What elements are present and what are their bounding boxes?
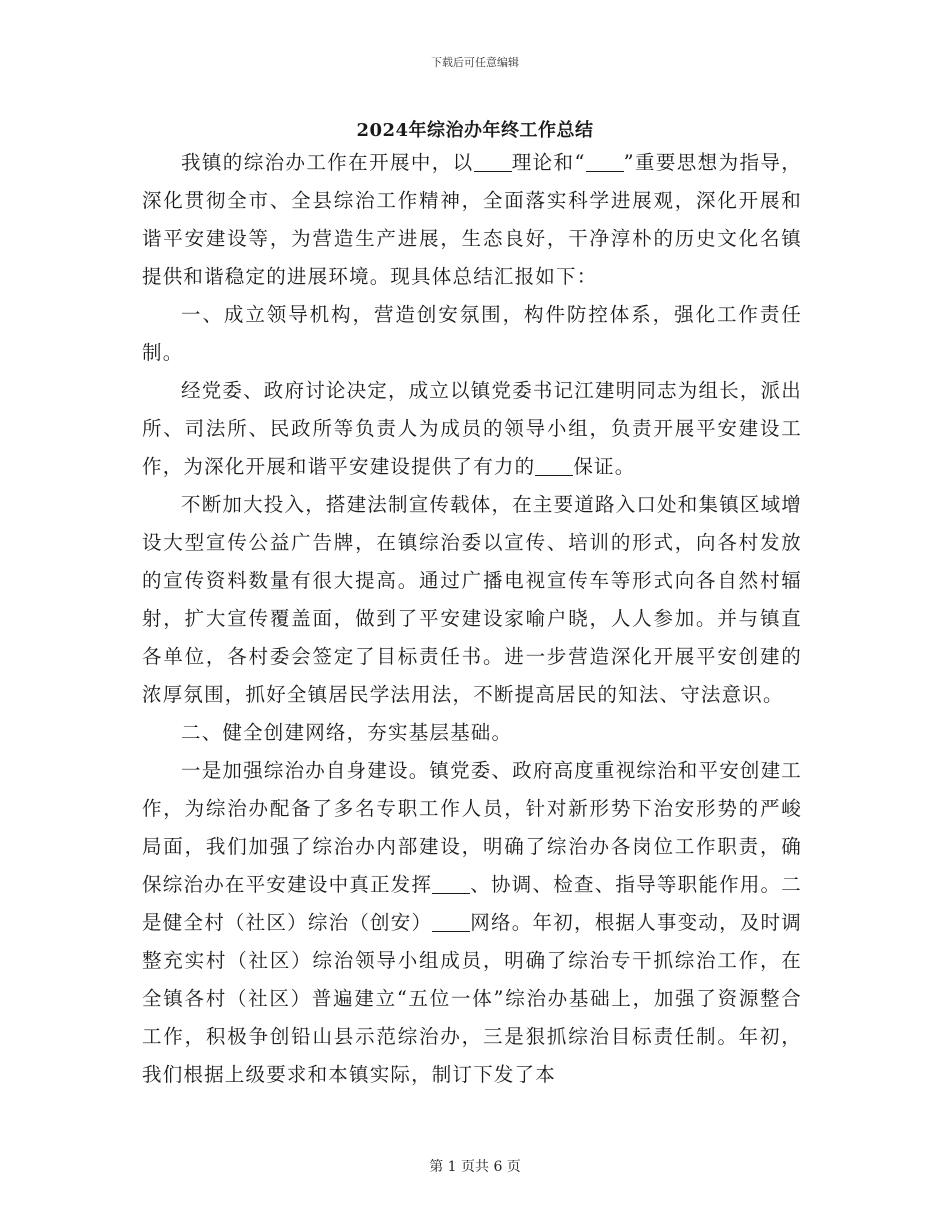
text-segment: ”重要思想为指导，深化贯彻全市、全县综治工作精神，全面落实科学进展观，深化开展和谐平安建设等，为营造生产进展，生态良好，干净淳朴的历史文化名镇提供和谐稳定的进展环境。现具体总结汇报如下： (142, 151, 802, 288)
paragraph-leadership (142, 372, 802, 486)
text-segment: 我镇的综治办工作在开展中，以 (181, 151, 474, 174)
page-number: 第 1 页共 6 页 (429, 1159, 521, 1175)
fill-blank (535, 456, 573, 477)
text-segment: 理论和“ (511, 151, 586, 174)
text-segment: 经党委、政府讨论决定，成立以镇党委书记江建明同志为组长，派出所、司法所、民政所等负责人为成员的领导小组，负责开展平安建设工作，为深化开展和谐平安建设提供了有力的 (142, 379, 803, 478)
text-segment: 、协调、检查、指导等职能作用。二是健全村（社区）综治（创安） (142, 873, 802, 934)
section-heading-1 (142, 296, 802, 372)
document-body (142, 144, 802, 1094)
fill-blank (586, 152, 624, 173)
header-note: 下载后可任意编辑 (431, 56, 519, 69)
text-segment: 保证。 (573, 455, 636, 478)
text-segment: 不断加大投入，搭建法制宣传载体，在主要道路入口处和集镇区域增设大型宣传公益广告牌，在镇综治委以宣传、培训的形式，向各村发放的宣传资料数量有很大提高。通过广播电视宣传车等形式向各自然村辐射，扩大宣传覆盖面，做到了平安建设家喻户晓，人人参加。并与镇直各单位，各村委会签定了目标责任书。进一步营造深化开展平安创建的浓厚氛围，抓好全镇居民学法用法，不断提高居民的知法、守法意识。 (142, 493, 803, 706)
paragraph-investment (142, 486, 802, 714)
text-segment: 一是加强综治办自身建设。镇党委、政府高度重视综治和平安创建工作，为综治办配备了多名专职工作人员，针对新形势下治安形势的严峻局面，我们加强了综治办内部建设，明确了综治办各岗位工作职责，确保综治办在平安建设中真正发挥 (142, 759, 803, 896)
document-title: 2024年综治办年终工作总结 (356, 120, 594, 141)
fill-blank (432, 874, 470, 895)
paragraph-intro (142, 144, 802, 296)
section-heading-2 (142, 714, 802, 752)
fill-blank (432, 912, 470, 933)
paragraph-network (142, 752, 802, 1094)
text-segment: 一、成立领导机构，营造创安氛围，构件防控体系，强化工作责任制。 (142, 303, 802, 364)
fill-blank (474, 152, 512, 173)
text-segment: 网络。年初，根据人事变动，及时调整充实村（社区）综治领导小组成员，明确了综治专干抓综治工作，在全镇各村（社区）普遍建立“五位一体”综治办基础上，加强了资源整合工作，积极争创铅山县示范综治办，三是狠抓综治目标责任制。年初，我们根据上级要求和本镇实际，制订下发了本 (142, 911, 802, 1086)
text-segment: 二、健全创建网络，夯实基层基础。 (181, 721, 513, 744)
